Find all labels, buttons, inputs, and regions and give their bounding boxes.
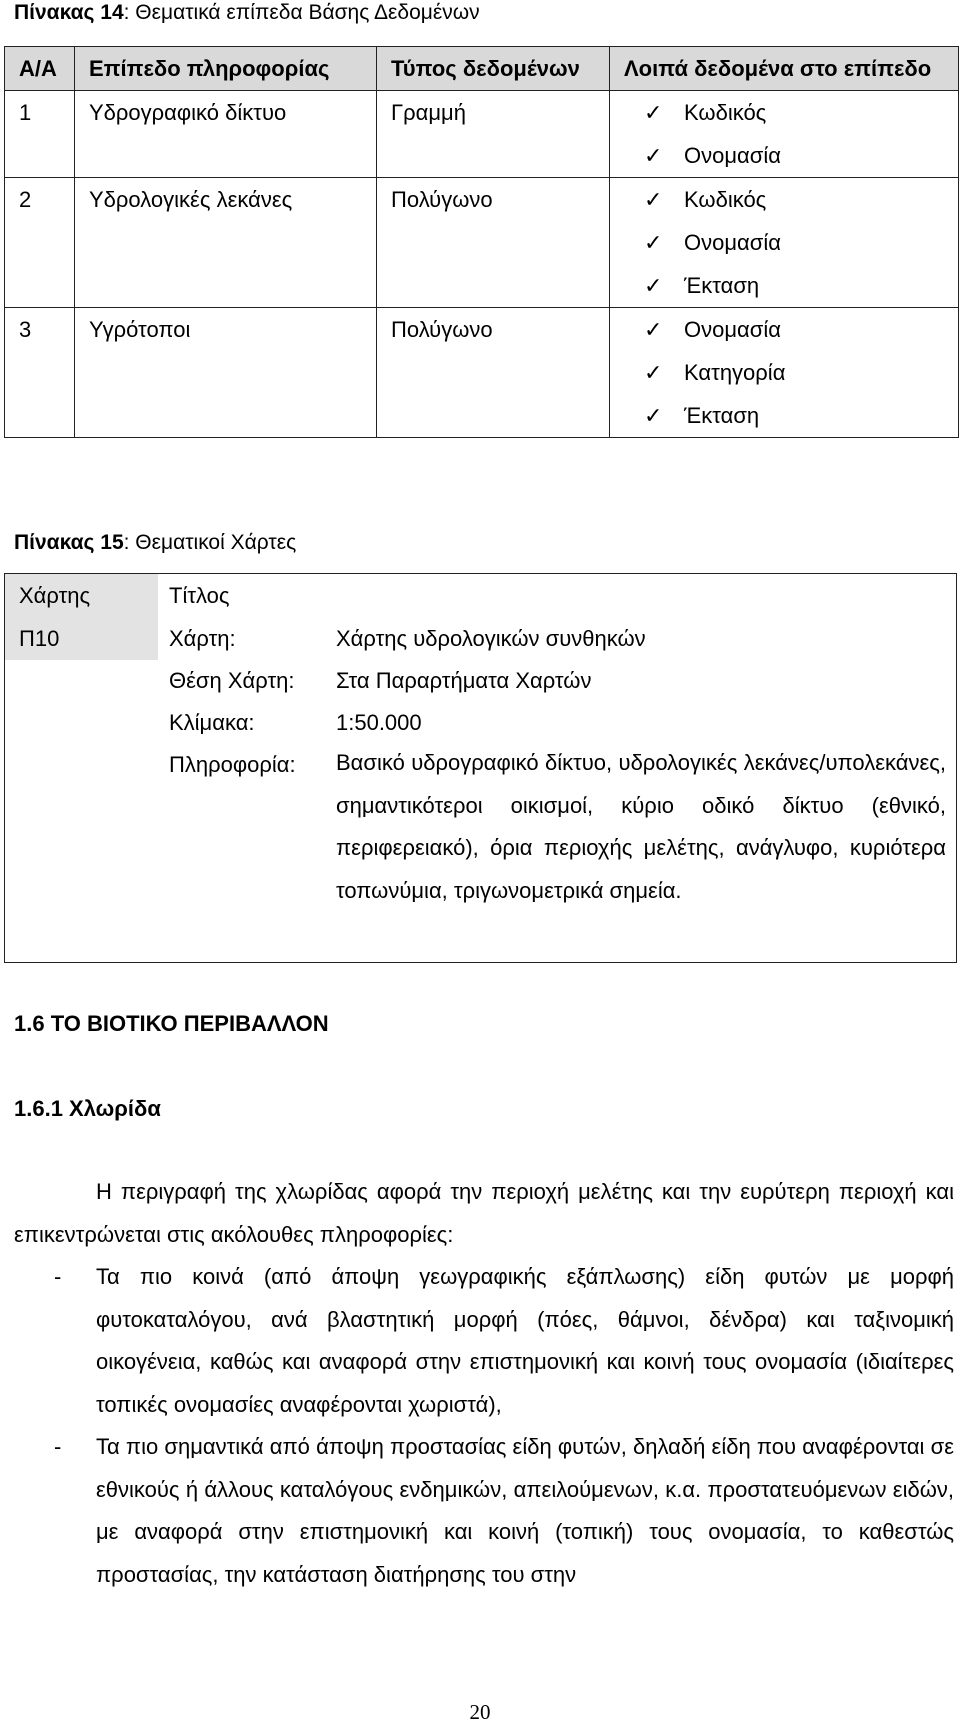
attribute-item [624,221,958,264]
checkmark-icon: ✓ [644,100,663,125]
page-number: 20 [469,1700,491,1724]
attribute-item [624,264,958,307]
attribute-item [624,178,958,221]
table14-header-row [5,47,959,91]
list-item [14,1426,954,1596]
table-cell-layer: Υδρογραφικό δίκτυο [75,91,377,178]
attribute-label: Ονομασία [684,143,781,168]
intro-paragraph: Η περιγραφή της χλωρίδας αφορά την περιοχή μελέτης και την ευρύτερη περιοχή και επικεντρώνεται στις ακόλουθες πληροφορίες: [14,1179,954,1247]
table14-header-cell: Λοιπά δεδομένα στο επίπεδο [610,47,959,91]
attribute-label: Έκταση [684,403,760,428]
attribute-label: Κατηγορία [684,360,786,385]
map-column-header: Χάρτης [5,574,158,617]
attribute-item [624,91,958,134]
field-value: Στα Παραρτήματα Χαρτών [336,668,592,693]
table-cell-type: Γραμμή [377,91,610,178]
table14 [4,46,959,438]
field-value: 1:50.000 [336,710,422,735]
table-row [5,178,959,308]
subsection-heading: 1.6.1 Χλωρίδα [14,1096,161,1121]
attribute-item [624,308,958,351]
table-cell-type: Πολύγωνο [377,308,610,438]
field-value: Χάρτης υδρολογικών συνθηκών [336,626,646,651]
checkmark-icon: ✓ [644,360,663,385]
field-value-information: Βασικό υδρογραφικό δίκτυο, υδρολογικές λεκάνες/υπολεκάνες, σημαντικότεροι οικισμοί, κύριο οδικό δίκτυο (εθνικό, περιφερειακό), όρια περιοχής μελέτης, ανάγλυφο, κυριότερα τοπωνύμια, τριγωνομετρικά σημεία. [336,750,946,903]
section-heading: 1.6 ΤΟ ΒΙΟΤΙΚΟ ΠΕΡΙΒΑΛΛΟΝ [14,1011,329,1036]
table-row [5,91,959,178]
title-column-header: Τίτλος [169,583,230,608]
table14-header-cell: Επίπεδο πληροφορίας [75,47,377,91]
table14-header-cell: Α/Α [5,47,75,91]
table-cell-attrs [610,308,959,438]
list-item-text: Τα πιο κοινά (από άποψη γεωγραφικής εξάπλωσης) είδη φυτών με μορφή φυτοκαταλόγου, ανά βλαστητική μορφή (πόες, θάμνοι, δένδρα) και ταξινομική οικογένεια, καθώς και αναφορά στην επιστημονική και κοινή τους ονομασία (ιδιαίτερες τοπικές ονομασίες αναφέρονται χωριστά), [96,1264,954,1417]
field-label: Θέση Χάρτη: [169,668,295,693]
table14-caption-number: Πίνακας 14 [14,1,124,24]
attribute-label: Ονομασία [684,230,781,255]
table14-caption-text: : Θεματικά επίπεδα Βάσης Δεδομένων [123,1,480,24]
table15-caption-number: Πίνακας 15 [14,531,124,554]
table-cell-type: Πολύγωνο [377,178,610,308]
table14-caption [14,0,480,26]
table-cell-num: 2 [5,178,75,308]
table-cell-layer: Υδρολογικές λεκάνες [75,178,377,308]
table14-header-cell: Τύπος δεδομένων [377,47,610,91]
checkmark-icon: ✓ [644,403,663,428]
checkmark-icon: ✓ [644,317,663,342]
attribute-item [624,351,958,394]
field-label: Πληροφορία: [169,752,296,777]
field-label: Χάρτη: [169,626,236,651]
table15 [4,573,957,963]
table-cell-num: 1 [5,91,75,178]
checkmark-icon: ✓ [644,230,663,255]
table15-caption-text: : Θεματικοί Χάρτες [123,531,297,554]
list-item [14,1256,954,1426]
attribute-item [624,134,958,177]
bullet-dash: - [54,1264,62,1289]
table-cell-attrs [610,178,959,308]
checkmark-icon: ✓ [644,273,663,298]
list-item-text: Τα πιο σημαντικά από άποψη προστασίας είδη φυτών, δηλαδή είδη που αναφέρονται σε εθνικούς ή άλλους καταλόγους ενδημικών, απειλούμενων, κ.α. προστατευόμενων ειδών, με αναφορά στην επιστημονική και κοινή (τοπική) τους ονομασία, το καθεστώς προστασίας, την κατάσταση διατήρησης του στην [96,1434,954,1587]
table-row [5,308,959,438]
attribute-label: Κωδικός [684,100,767,125]
checkmark-icon: ✓ [644,187,663,212]
map-code: Π10 [5,617,158,660]
field-label: Κλίμακα: [169,710,255,735]
table-cell-layer: Υγρότοποι [75,308,377,438]
table15-caption [14,530,296,556]
attribute-label: Έκταση [684,273,760,298]
table-cell-num: 3 [5,308,75,438]
table-cell-attrs [610,91,959,178]
attribute-label: Ονομασία [684,317,781,342]
bullet-dash: - [54,1434,62,1459]
checkmark-icon: ✓ [644,143,663,168]
attribute-item [624,394,958,437]
attribute-label: Κωδικός [684,187,767,212]
